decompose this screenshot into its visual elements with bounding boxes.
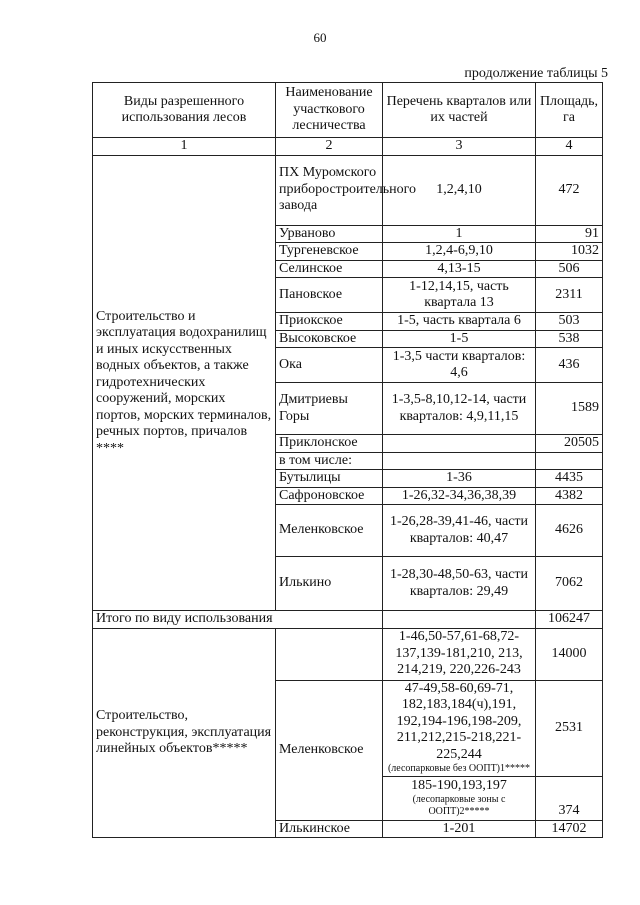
quarters-cell: 1-3,5-8,10,12-14, части кварталов: 4,9,11,15 [383,383,536,435]
column-numbers-row [93,138,603,156]
area-cell: 472 [536,155,603,225]
header-use-type: Виды разрешенного использования лесов [93,83,276,138]
table-row [93,155,603,225]
quarters-cell: 1-26,28-39,41-46, части кварталов: 40,47 [383,505,536,557]
header-quarters: Перечень кварталов или их частей [383,83,536,138]
forestry-name: Меленковское [276,680,383,820]
forestry-name: Бутылицы [276,470,383,488]
quarters-cell: 4,13-15 [383,260,536,278]
column-number: 3 [383,138,536,156]
quarters-cell: 1-46,50-57,61-68,72-137,139-181,210, 213, 214,219, 220,226-243 [383,628,536,680]
area-cell: 4382 [536,487,603,505]
quarters-cell: 1-36 [383,470,536,488]
area-cell: 538 [536,330,603,348]
forestry-name: Илькинское [276,820,383,838]
total-label: Итого по виду использования [93,611,383,629]
quarters-cell: 1,2,4-6,9,10 [383,243,536,261]
forestry-name: ПХ Муромского приборостроительного завода [276,155,383,225]
table-header-row [93,83,603,138]
area-cell: 436 [536,348,603,383]
quarters-cell [383,680,536,776]
column-number: 2 [276,138,383,156]
area-cell: 4626 [536,505,603,557]
quarters-cell [383,776,536,820]
quarters-text: 185-190,193,197 [411,777,507,793]
area-cell: 506 [536,260,603,278]
quarters-cell [383,452,536,470]
forestry-name: Сафроновское [276,487,383,505]
forestry-name: в том числе: [276,452,383,470]
area-cell: 91 [536,225,603,243]
forestry-name: Меленковское [276,505,383,557]
forestry-name: Урваново [276,225,383,243]
page-number: 60 [313,30,327,45]
area-cell: 4435 [536,470,603,488]
quarters-cell: 1-26,32-34,36,38,39 [383,487,536,505]
use-type-cell: Строительство и эксплуатация водохранилищ и иных искусственных водных объектов, а также гидротехнических сооружений, морских портов, морских терминалов, речных портов, причалов **** [93,155,276,611]
quarters-cell: 1-201 [383,820,536,838]
quarters-cell: 1-5, часть квартала 6 [383,313,536,331]
quarters-cell: 1-3,5 части кварталов: 4,6 [383,348,536,383]
quarters-cell: 1-28,30-48,50-63, части кварталов: 29,49 [383,557,536,611]
area-cell: 374 [536,776,603,820]
forestry-name: Пановское [276,278,383,313]
table-row [93,628,603,680]
quarters-cell: 1,2,4,10 [383,155,536,225]
column-number: 4 [536,138,603,156]
area-cell: 14000 [536,628,603,680]
area-cell: 7062 [536,557,603,611]
header-area: Площадь, га [536,83,603,138]
forestry-name: Высоковское [276,330,383,348]
forestry-name: Селинское [276,260,383,278]
forestry-name: Ока [276,348,383,383]
quarters-text: 47-49,58-60,69-71, 182,183,184(ч),191, 192,194-196,198-209, 211,212,215-218,221-225,244 [396,680,522,762]
area-cell: 503 [536,313,603,331]
quarters-cell: 1 [383,225,536,243]
quarters-note: (лесопарковые без ООПТ)1***** [387,763,531,775]
total-row [93,611,603,629]
area-cell: 14702 [536,820,603,838]
quarters-cell [383,435,536,453]
area-cell: 1032 [536,243,603,261]
forestry-name: Приклонское [276,435,383,453]
header-forestry-name: Наименование участкового лесничества [276,83,383,138]
area-cell [536,452,603,470]
quarters-cell: 1-12,14,15, часть квартала 13 [383,278,536,313]
area-cell: 2531 [536,680,603,776]
area-cell: 20505 [536,435,603,453]
forestry-name: Тургеневское [276,243,383,261]
forest-use-table [92,82,603,838]
area-cell: 1589 [536,383,603,435]
use-type-cell: Строительство, реконструкция, эксплуатация линейных объектов***** [93,628,276,838]
forestry-name-empty [276,628,383,680]
total-quarters-empty [383,611,536,629]
forestry-name: Илькино [276,557,383,611]
quarters-note: (лесопарковые зоны с ООПТ)2***** [412,794,506,818]
area-cell: 2311 [536,278,603,313]
quarters-cell: 1-5 [383,330,536,348]
total-area: 106247 [536,611,603,629]
continuation-caption: продолжение таблицы 5 [464,66,608,81]
forestry-name: Дмитриевы Горы [276,383,383,435]
forestry-name: Приокское [276,313,383,331]
column-number: 1 [93,138,276,156]
